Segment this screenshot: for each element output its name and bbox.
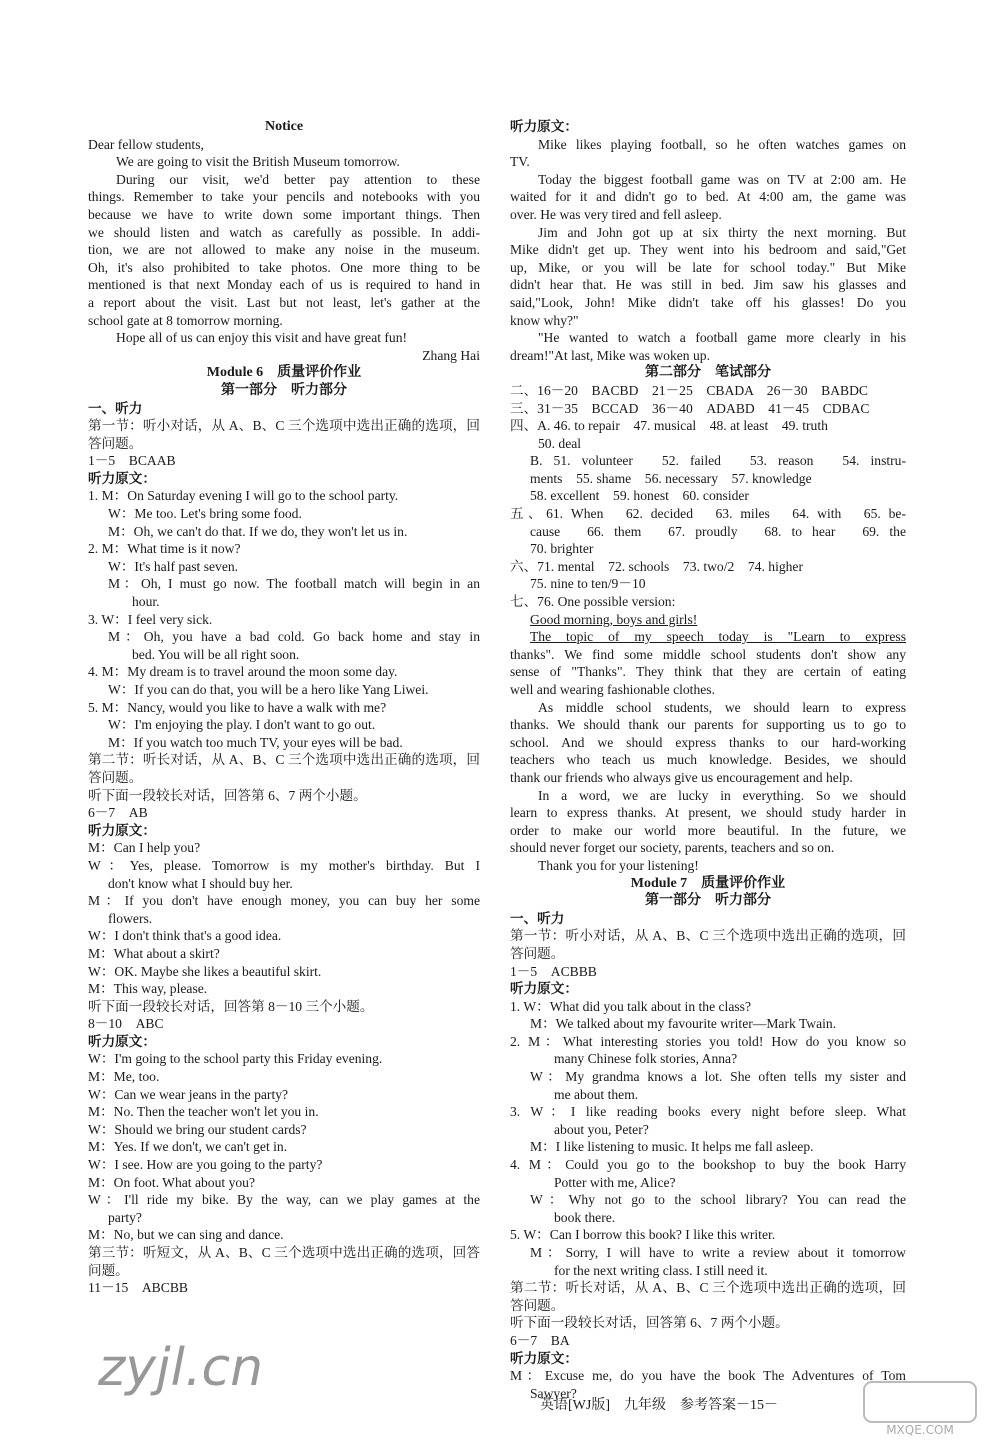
left-column-line: Dear fellow students, — [88, 136, 204, 152]
left-column-line: 答问题。 — [88, 769, 143, 785]
left-column-line: 11－15 ABCBB — [88, 1280, 188, 1296]
right-column-line: Today the biggest football game was on TV at 2:00 am. He — [538, 171, 906, 187]
right-column-line: 5. W：Can I borrow this book? I like this writer. — [510, 1227, 776, 1243]
left-column-line: M：On foot. What about you? — [88, 1174, 256, 1190]
right-column-line: 1. W：What did you talk about in the class? — [510, 998, 751, 1014]
left-column-line: W：Me too. Let's bring some food. — [108, 506, 302, 522]
left-column-line: 听力原文： — [88, 822, 156, 838]
left-column-line: a report about the visit. Last but not least, let's gather at the — [88, 294, 480, 310]
logo-watermark — [860, 1378, 980, 1438]
left-column-line: things. Remember to take your pencils and notebooks with you — [88, 189, 480, 205]
left-column-line: We are going to visit the British Museum tomorrow. — [116, 154, 400, 170]
left-column-line: 听力原文： — [88, 1033, 156, 1049]
left-column-line: 听力原文： — [88, 470, 156, 486]
right-column — [510, 118, 906, 1402]
right-column-line: Jim and John got up at six thirty the next morning. But — [538, 224, 906, 240]
left-column-line: W：I don't think that's a good idea. — [88, 928, 282, 944]
left-column-line: M：Yes. If we don't, we can't get in. — [88, 1139, 288, 1155]
right-column-line: well and wearing fashionable clothes. — [510, 682, 715, 697]
right-column-line: M：Sorry, I will have to write a review about it tomorrow — [530, 1245, 906, 1260]
right-column-line: 四、A. 46. to repair 47. musical 48. at least 49. truth — [510, 418, 828, 434]
right-column-line: M：We talked about my favourite writer—Mark Twain. — [530, 1016, 837, 1032]
left-column-line: Notice — [264, 119, 304, 134]
right-column-line: thanks". We find some middle school students don't show any — [510, 646, 906, 662]
left-column-line: M：Oh, we can't do that. If we do, they won't let us in. — [108, 523, 408, 539]
left-column-line: W：I'm enjoying the play. I don't want to go out. — [108, 717, 376, 733]
left-column-line: because we have to write down some important things. Then — [88, 206, 480, 222]
right-column-line: cause 66. them 67. proudly 68. to hear 69. the — [530, 523, 906, 539]
left-column-line: M：No, but we can sing and dance. — [88, 1227, 284, 1243]
right-column-line: W：My grandma knows a lot. She often tells my sister and — [530, 1069, 906, 1085]
left-column-line: M：What about a skirt? — [88, 945, 220, 961]
right-column-line: 第二部分 笔试部分 — [645, 365, 771, 381]
left-column-line: Oh, it's also prohibited to take photos. One more thing to be — [88, 259, 480, 275]
right-column-line: 2. M：What interesting stories you told! How do you know so — [510, 1033, 906, 1049]
right-column-line: 三、31－35 BCCAD 36－40 ADABD 41－45 CDBAC — [510, 400, 870, 416]
left-column-line: W：I'm going to the school party this Friday evening. — [88, 1051, 383, 1067]
right-column-line: "He wanted to watch a football game more clearly in his — [538, 330, 906, 346]
left-column-line: bed. You will be all right soon. — [132, 646, 300, 662]
right-column-line: B. 51. volunteer 52. failed 53. reason 54. instru- — [530, 453, 906, 469]
left-column-line: W：Yes, please. Tomorrow is my mother's birthday. But I — [88, 857, 480, 873]
right-column-line: 答问题。 — [510, 1297, 565, 1313]
left-column-line: don't know what I should buy her. — [108, 875, 293, 891]
right-column-line: Module 7 质量评价作业 — [630, 875, 786, 891]
left-column-line: hour. — [132, 594, 160, 610]
right-column-line: As middle school students, we should learn to express — [538, 699, 906, 715]
right-column-line: 第一部分 听力部分 — [645, 893, 771, 909]
left-column-line: Hope all of us can enjoy this visit and have great fun! — [116, 330, 408, 346]
right-column-line: M：I like listening to music. It helps me fall asleep. — [530, 1139, 814, 1155]
right-column-line: W：Why not go to the school library? You can read the — [530, 1192, 906, 1208]
left-column-line: 第三节：听短文，从 A、B、C 三个选项中选出正确的选项，回答 — [88, 1245, 480, 1260]
left-column — [88, 118, 480, 1297]
right-column-line: about you, Peter? — [554, 1121, 649, 1137]
left-column-line: 8－10 ABC — [88, 1016, 164, 1032]
left-column-line: 5. M：Nancy, would you like to have a walk with me? — [88, 699, 387, 715]
right-column-line: In a word, we are lucky in everything. So we should — [538, 787, 906, 803]
right-column-line: 二、16－20 BACBD 21－25 CBADA 26－30 BABDC — [510, 382, 869, 398]
left-column-line: 问题。 — [88, 1262, 129, 1278]
right-column-line: up, Mike, or you will be late for school today." But Mike — [510, 259, 906, 275]
right-column-line: 70. brighter — [530, 541, 594, 557]
right-column-line: 第一节：听小对话，从 A、B、C 三个选项中选出正确的选项，回 — [510, 928, 906, 944]
right-column-line: 6－7 BA — [510, 1332, 570, 1348]
right-column-line: book there. — [554, 1209, 616, 1225]
right-column-line: 答问题。 — [510, 945, 565, 961]
left-column-line: W：Can we wear jeans in the party? — [88, 1086, 289, 1102]
right-column-line: me about them. — [554, 1086, 639, 1102]
left-column-line: 一、听力 — [88, 400, 143, 416]
right-column-line: learn to express thanks. At present, we should study harder in — [510, 805, 906, 821]
left-column-line: 听下面一段较长对话，回答第 6、7 两个小题。 — [88, 787, 367, 803]
left-column-line: W：I see. How are you going to the party? — [88, 1157, 323, 1173]
left-column-line: Module 6 质量评价作业 — [206, 365, 362, 381]
left-column-line: Zhang Hai — [422, 347, 480, 363]
right-column-line: ments 55. shame 56. necessary 57. knowledge — [530, 470, 812, 486]
right-column-line: teachers who teach us much knowledge. Besides, we should — [510, 752, 906, 768]
left-column-line: 6－7 AB — [88, 805, 148, 821]
right-column-line: should never forget our society, parents, teachers and so on. — [510, 840, 835, 856]
right-column-line: 3. W：I like reading books every night before sleep. What — [510, 1104, 906, 1120]
page-footer: 英语[WJ版] 九年级 参考答案－15－ — [540, 1398, 778, 1413]
right-column-line: Thank you for your listening! — [538, 857, 699, 873]
right-column-line: 听力原文： — [510, 119, 578, 134]
right-column-line: The topic of my speech today is "Learn to express — [530, 629, 906, 645]
left-column-line: 4. M：My dream is to travel around the moon some day. — [88, 664, 398, 680]
right-column-line: 一、听力 — [510, 910, 565, 926]
right-column-line: Mike likes playing football, so he often watches games on — [538, 136, 906, 152]
right-column-line: 第二节：听长对话，从 A、B、C 三个选项中选出正确的选项，回 — [510, 1280, 906, 1296]
right-column-line: 1－5 ACBBB — [510, 963, 597, 979]
right-column-line: Potter with me, Alice? — [554, 1174, 676, 1190]
left-column-line: W：It's half past seven. — [108, 558, 239, 574]
right-column-line: 听下面一段较长对话，回答第 6、7 两个小题。 — [510, 1315, 789, 1331]
right-column-line: for the next writing class. I still need it. — [554, 1262, 768, 1278]
right-column-line: 五、61. When 62. decided 63. miles 64. with 65. be- — [510, 506, 906, 522]
left-column-line: W：I'll ride my bike. By the way, can we play games at the — [88, 1192, 480, 1208]
left-column-line: M：Me, too. — [88, 1069, 160, 1085]
left-column-line: 听下面一段较长对话，回答第 8－10 三个小题。 — [88, 998, 374, 1014]
right-column-line: 听力原文： — [510, 981, 578, 997]
left-column-line: tion, we are not allowed to make any noise in the museum. — [88, 242, 480, 258]
right-column-line: sense of "Thanks". They think that they are certain of eating — [510, 664, 906, 680]
left-column-line: M：Oh, I must go now. The football match will begin in an — [108, 576, 480, 592]
left-column-line: flowers. — [108, 910, 153, 926]
left-column-line: 3. W：I feel very sick. — [88, 611, 213, 627]
right-column-line: M：Excuse me, do you have the book The Adventures of Tom — [510, 1368, 906, 1384]
right-column-line: TV. — [510, 154, 530, 170]
left-column-line: 1－5 BCAAB — [88, 453, 176, 469]
right-column-line: 58. excellent 59. honest 60. consider — [530, 488, 749, 504]
left-column-line: we should listen and watch as carefully as possible. In addi- — [88, 224, 480, 240]
left-column-line: W：If you can do that, you will be a hero like Yang Liwei. — [108, 682, 429, 697]
left-column-line: 1. M：On Saturday evening I will go to the school party. — [88, 488, 399, 504]
right-column-line: 听力原文： — [510, 1350, 578, 1366]
left-column-line: 答问题。 — [88, 435, 143, 451]
right-column-line: know why?" — [510, 312, 579, 328]
right-column-line: dream!"At last, Mike was woken up. — [510, 347, 710, 363]
right-column-line: over. He was very tired and fell asleep. — [510, 206, 722, 222]
left-column-line: W：Should we bring our student cards? — [88, 1121, 307, 1137]
left-column-line: party? — [108, 1209, 142, 1225]
right-column-line: thanks. We should thank our parents for supporting us to go to — [510, 717, 906, 733]
right-column-line: didn't hear that. He was still in bed. Jim saw his glasses and — [510, 277, 906, 293]
left-column-line: 第二节：听长对话，从 A、B、C 三个选项中选出正确的选项，回 — [88, 752, 480, 768]
site-watermark: zyjl.cn — [98, 1338, 264, 1398]
right-column-line: school. And we should express thanks to our hard-working — [510, 734, 906, 750]
right-column-line: 75. nine to ten/9－10 — [530, 576, 646, 592]
left-column-line: school gate at 8 tomorrow morning. — [88, 312, 283, 328]
left-column-line: During our visit, we'd better pay attention to these — [116, 171, 480, 187]
left-column-line: 第一节：听小对话，从 A、B、C 三个选项中选出正确的选项，回 — [88, 418, 480, 434]
right-column-line: 4. M：Could you go to the bookshop to buy the book Harry — [510, 1157, 906, 1173]
left-column-line: 第一部分 听力部分 — [221, 382, 347, 398]
right-column-line: 七、76. One possible version: — [510, 594, 676, 610]
right-column-line: Mike didn't get up. They went into his bedroom and said,"Get — [510, 242, 906, 258]
left-column-line: 2. M：What time is it now? — [88, 541, 241, 557]
left-column-line: M：If you watch too much TV, your eyes will be bad. — [108, 734, 403, 750]
left-column-line: M：No. Then the teacher won't let you in. — [88, 1104, 319, 1120]
right-column-line: waited for it and didn't go to bed. At 4:00 am, the game was — [510, 189, 906, 205]
left-column-line: M：Can I help you? — [88, 840, 201, 856]
right-column-line: Sawyer? — [530, 1385, 577, 1401]
right-column-line: 六、71. mental 72. schools 73. two/2 74. higher — [510, 558, 803, 574]
right-column-line: Good morning, boys and girls! — [530, 611, 698, 627]
left-column-line: mentioned is that next Monday each of us is required to hand in — [88, 277, 480, 293]
left-column-line: W：OK. Maybe she likes a beautiful skirt. — [88, 963, 322, 979]
right-column-line: order to make our world more beautiful. In the future, we — [510, 822, 906, 838]
left-column-line: M：This way, please. — [88, 981, 208, 997]
right-column-line: said,"Look, John! Mike didn't take off his glasses! Do you — [510, 294, 906, 310]
right-column-line: thank our friends who always give us encouragement and help. — [510, 769, 853, 785]
right-column-line: many Chinese folk stories, Anna? — [554, 1051, 738, 1067]
logo-watermark-text: MXQE.COM — [886, 1423, 954, 1437]
right-column-line: 50. deal — [538, 435, 582, 451]
left-column-line: M：If you don't have enough money, you can buy her some — [88, 893, 480, 909]
left-column-line: M：Oh, you have a bad cold. Go back home and stay in — [108, 629, 480, 645]
